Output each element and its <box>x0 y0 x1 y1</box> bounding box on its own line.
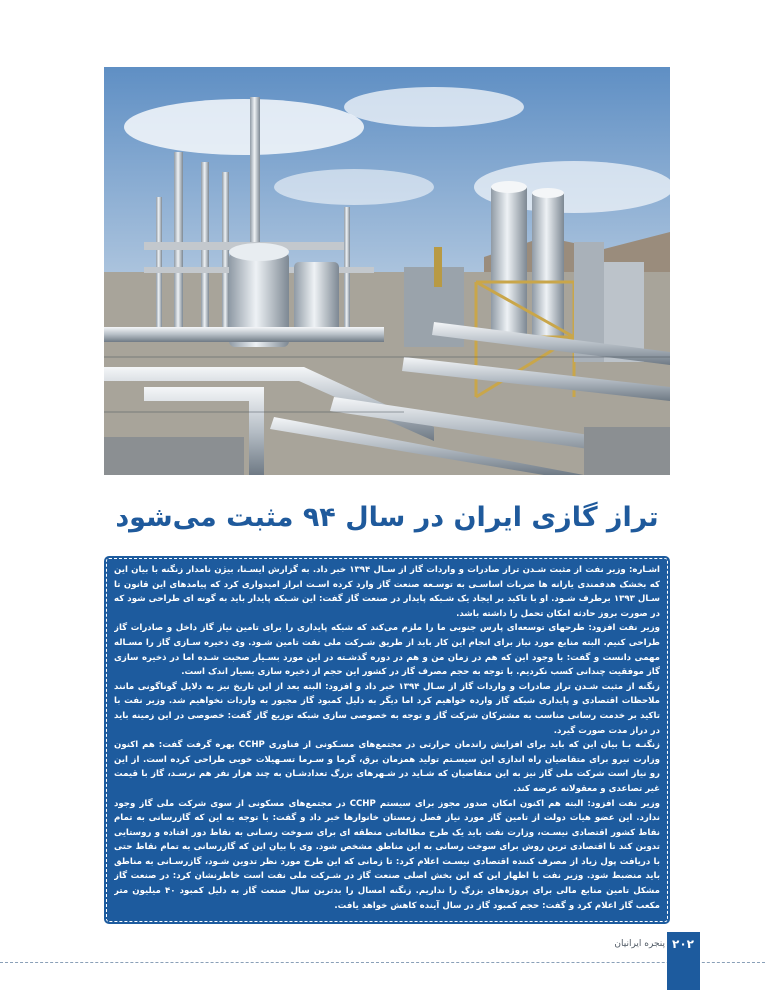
article-body <box>114 563 660 918</box>
footer-divider <box>0 962 765 963</box>
article-paragraph: زنگنـه بـا بیان این که باید برای افزایش راندمان حرارتی در مجتمع‌های مسـکونی از فناوری CCHP بهره گرفت گفت: هم اکنون وزارت نیرو برای متقاضیان راه اندازی این سیسـتم تولید همزمان برق، گرما و سـرما تسـهیلات خوبی طراحی کرده است. از این رو نیاز است شرکت ملی گاز نیز به این متقاضیان که شـاید در شـهرهای بزرگ تعدادشـان به چند هزار نفر هم نرسـد، گاز با قیمت غیر تصاعدی و معقولانه عرضه کند. <box>114 740 660 794</box>
article-paragraph: زنگنه از مثبت شـدن تراز صادرات و واردات گاز از سـال ۱۳۹۴ خبر داد و افزود: البته بعد از این تاریخ نیز به دلایل گوناگونی مانند ملاحظات اقتصادی و پایداری شبکه گاز وارده خواهیم کرد اما دیگر به دلیل کمبود گاز مجبور به واردات نخواهیم شد. وزیر نفت با تاکید بر خدمت رسانی مناسب به مشترکان شرکت گاز و توجه به خصوصی سازی شبکه توزیع گاز گفت: خصوصی در این زمینه باید در دراز مدت صورت گیرد. <box>114 681 660 736</box>
article-paragraph: وزیر نفت افزود: البته هم اکنون امکان صدور مجوز برای سیستم CCHP در مجتمع‌های مسکونی از سوی شرکت ملی گاز وجود ندارد. این عضو هیات دولت از تامین گاز مورد نیاز فصل زمستان خانوارها خبر داد و گفت: با توجه به این که گازرسانی به تمام نقاط کشور اقتصادی نیسـت، وزارت نفت باید یک طرح مطالعاتی منطقه ای برای سـوخت رسـانی به نقاط دور افتاده و روستایی تدوین کند تا اقتصادی ترین روش برای سوخت رسانی به این مناطق مشخص شود. وی با بیان این که گازرسانی به تمام نقاط حتی با دریافت پول زیاد از مصرف کننده اقتصادی نیسـت اعلام کرد: تا زمانی که این طرح مورد نظر تدوین شـود، گازرسـانی به مناطق باید منضبط شود. وزیر نفت با اظهار این که این بخش اصلی صنعت گاز در شـرکت ملی نفت است خاطرنشان کرد: در صنعت گاز مشکل تامین منابع مالی برای پروژه‌های بزرگ را نداریم. زنگنه امسال را بدترین سال صنعت گاز به دلیل کمبود ۴۰ میلیون متر مکعب گاز اعلام کرد و گفت: حجم کمبود گاز در سال آینده کاهش خواهد یافت. <box>114 798 660 911</box>
publication-name: پنجره ایرانیان <box>614 939 665 949</box>
refinery-photo <box>104 67 670 475</box>
refinery-illustration <box>104 67 670 475</box>
page-number: ۲۰۲ <box>672 937 694 951</box>
article-headline: تراز گازی ایران در سال ۹۴ مثبت می‌شود <box>115 502 659 533</box>
article-paragraph: وزیر نفت افزود: طرحهای توسعه‌ای پارس جنوبی ما را ملزم می‌کند که شبکه پایداری را برای تامین نیاز گاز داخل و صادرات گاز طراحی کنیم. البته منابع مورد نیاز برای انجام این کار باید از طریق شـرکت ملی نفت تامین شـود. وی ذخیره سـازی گاز را مسـاله مهمی دانست و گفت: با وجود این که هم در زمان من و هم در دوره گذشـته در این مورد بسـیار صحبت شـده اما در ذخیره سازی گاز موفقیت چندانی کسب نکردیم. با توجه به حجم مصرف گاز در کشور این حجم از ذخیره سازی بسیار اندک است. <box>114 623 660 678</box>
article-text-box <box>104 556 670 924</box>
article-paragraph: اشـاره: وزیر نفت از مثبت شـدن تراز صادرات و واردات گاز از سـال ۱۳۹۴ خبر داد. به گزارش ایسـنا، بیژن نامدار زنگنه با بیان این که بخشک هدفمندی یارانه ها ضربات اساسـی به توسـعه صنعت گاز وارد کرده اسـت ابراز امیدواری کرد که پیامدهای این قانون تا سـال ۱۳۹۳ برطرف شـود. او با تاکید بر ایجاد یک شـبکه پایدار در صنعت گاز گفت: این شـبکه پایدار باید به گونه ای طراحی شود که در صورت بروز حادثه امکان تحمل را داشته باشد. <box>114 565 660 619</box>
